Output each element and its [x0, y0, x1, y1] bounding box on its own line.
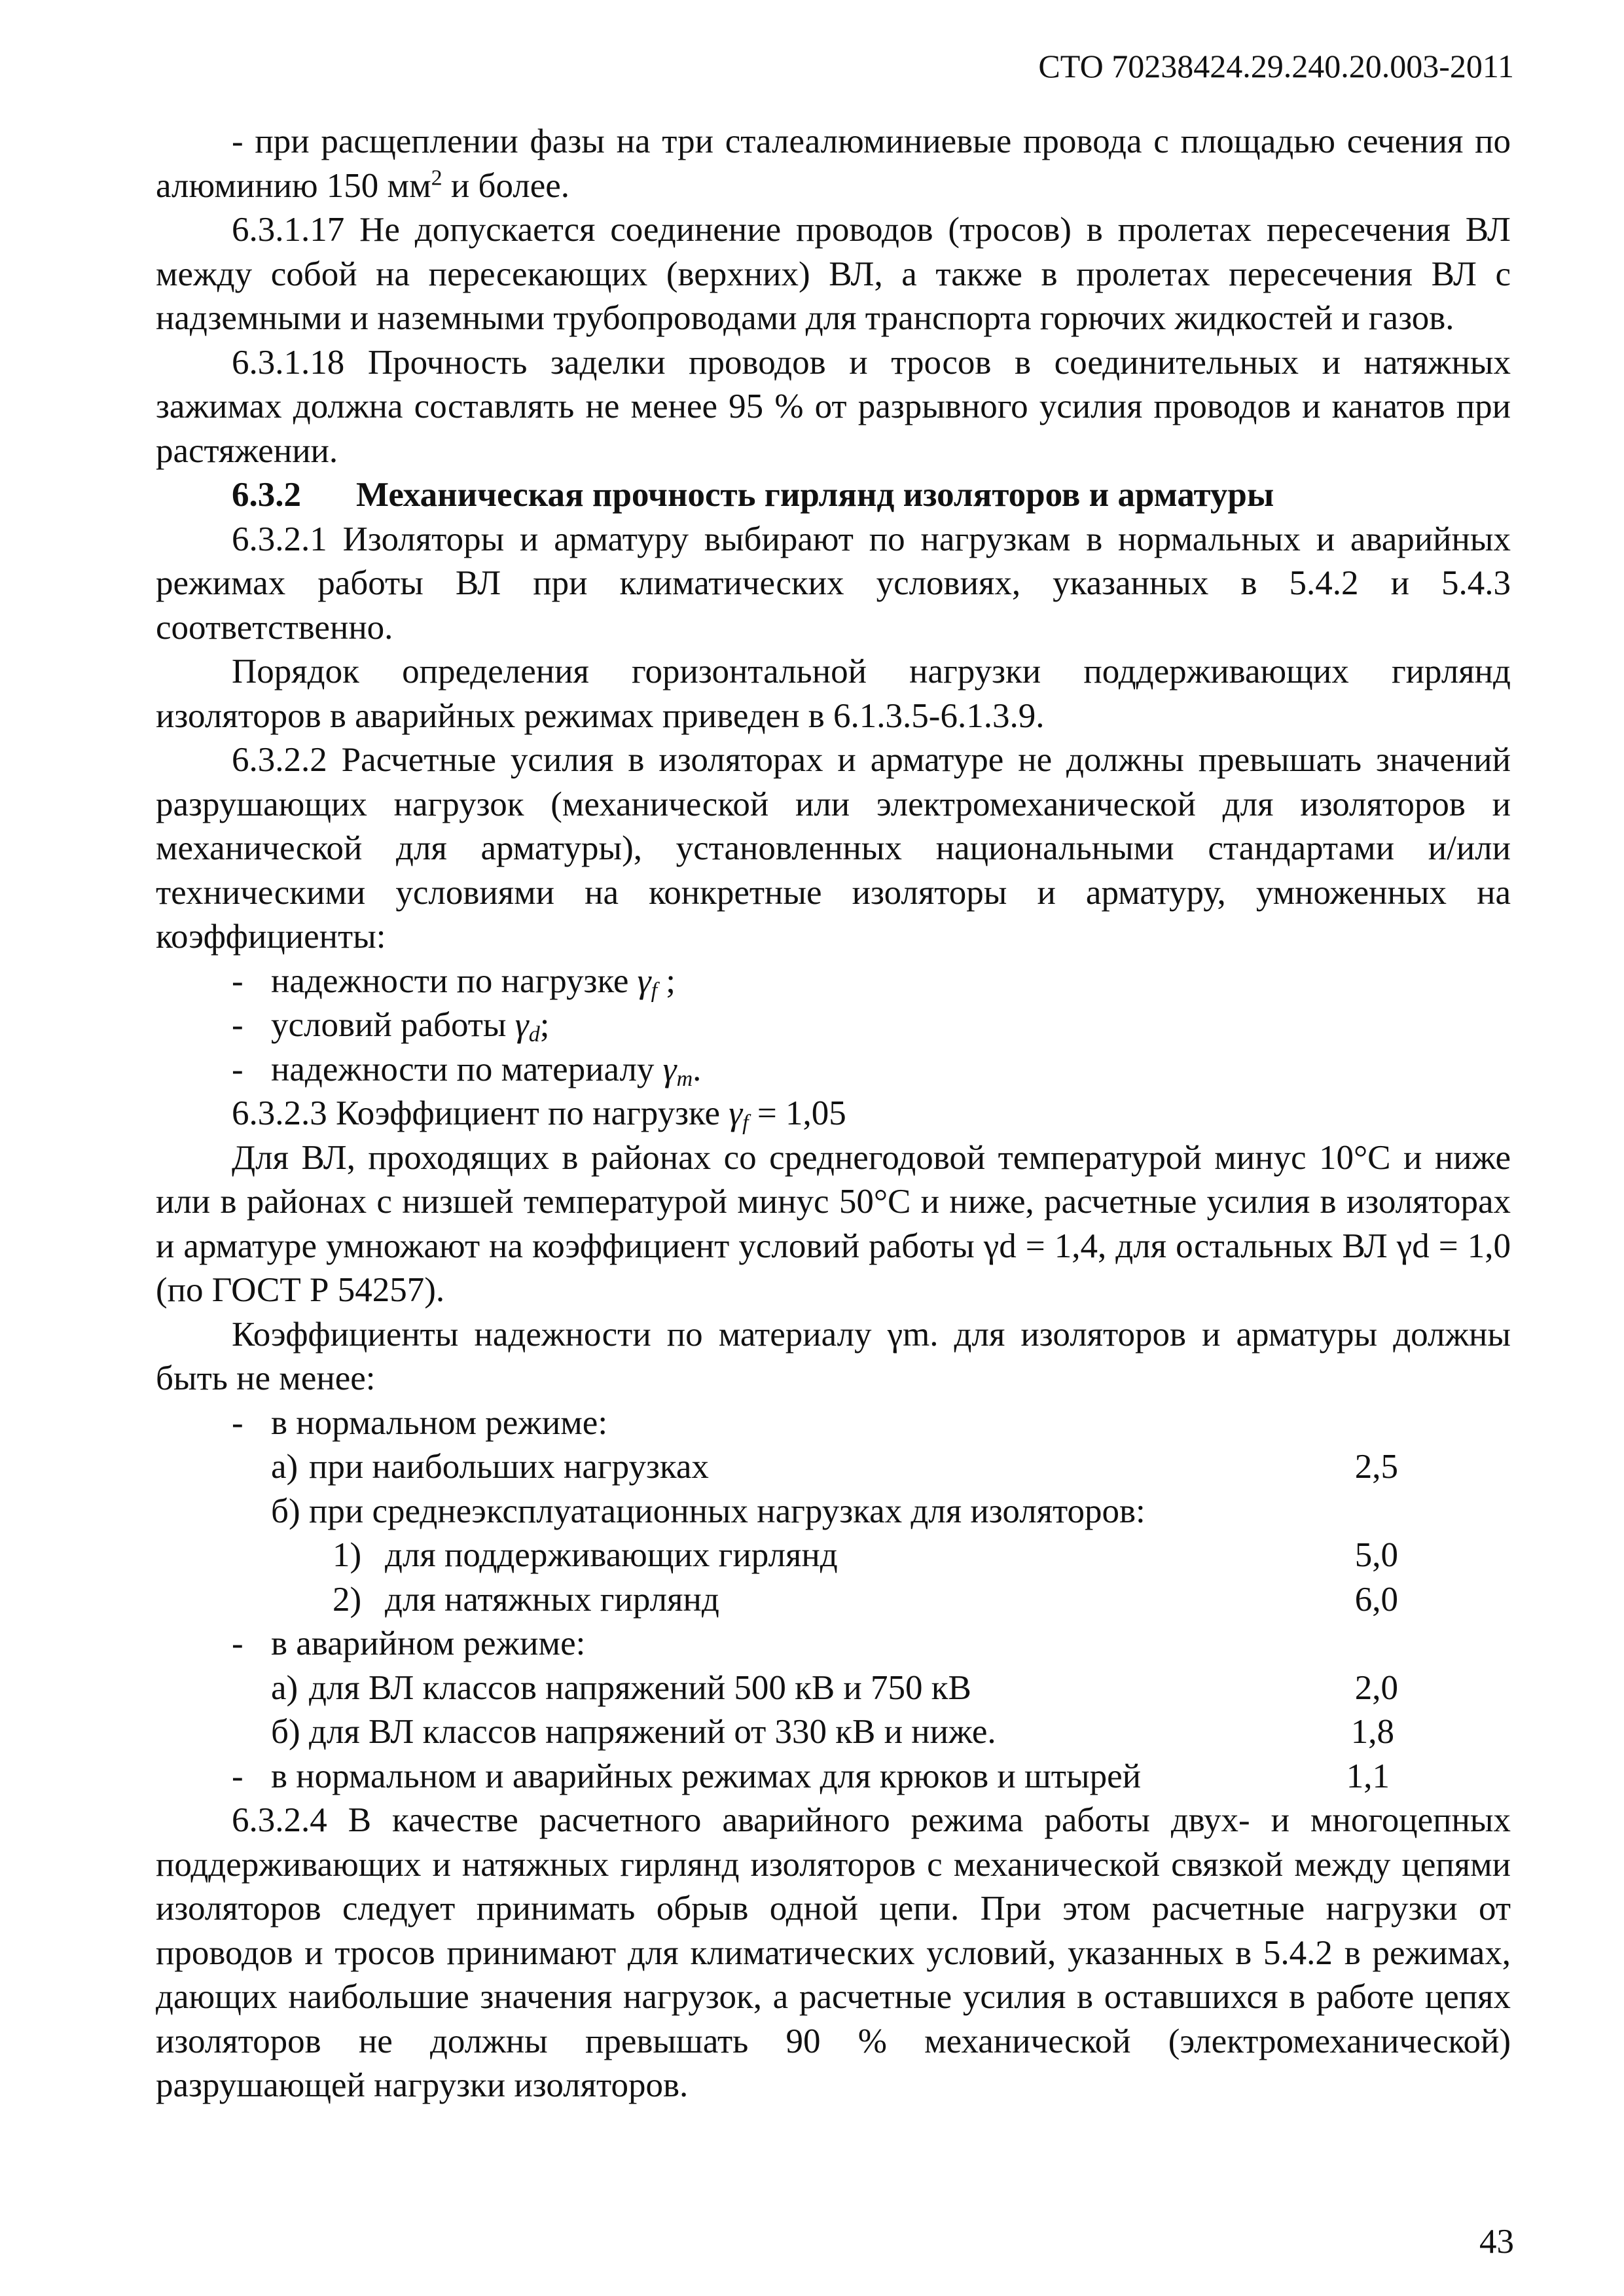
list-item-work-conditions: - условий работы $\gamma_d$;	[232, 1006, 550, 1047]
paragraph-material-coefficients: Коэффициенты надежности по материалу γm. для изоляторов и арматуры должны быть не менее:	[156, 1315, 1511, 1397]
coef-row-max-loads: а) при наибольших нагрузках 2,5	[271, 1448, 1398, 1486]
paragraph-6-3-2-2: 6.3.2.2 Расчетные усилия в изоляторах и арматуре не должны превышать значений разрушающих нагрузок (механической или электромеханической для изоляторов и механической для арматуры), установленных национальными стандартами и/или техническими условиями на конкретные изоляторы и арматуру, умноженных на коэффициенты:	[156, 741, 1511, 956]
page-number: 43	[1479, 2223, 1514, 2261]
paragraph-6-3-2-4: 6.3.2.4 В качестве расчетного аварийного режима работы двух- и многоцепных поддерживающих и натяжных гирлянд изоляторов с механической связкой между цепями изоляторов следует принимать обрыв одной цепи. При этом расчетные нагрузки от проводов и тросов принимают для климатических условий, указанных в 5.4.2 в режимах, дающих наибольшие значения нагрузок, а расчетные усилия в оставшихся в работе цепях изоляторов не должны превышать 90 % механической (электромеханической) разрушающей нагрузки изоляторов.	[156, 1801, 1511, 2104]
paragraph-6-3-1-18: 6.3.1.18 Прочность заделки проводов и тросов в соединительных и натяжных зажимах должна составлять не менее 95 % от разрывного усилия проводов и канатов при растяжении.	[156, 343, 1511, 470]
paragraph-6-3-2-1: 6.3.2.1 Изоляторы и арматуру выбирают по нагрузкам в нормальных и аварийных режимах работы ВЛ при климатических условиях, указанных в 5.4.2 и 5.4.3 соответственно.	[156, 520, 1511, 647]
list-item-material-reliability: - надежности по материалу $\gamma_m$.	[232, 1050, 702, 1091]
coef-row-330kv-below: б) для ВЛ классов напряжений от 330 кВ и ниже. 1,8	[271, 1713, 1394, 1751]
coef-row-suspension-strings: 1) для поддерживающих гирлянд 5,0	[333, 1536, 1398, 1574]
document-code-header: СТО 70238424.29.240.20.003-2011	[1038, 48, 1514, 84]
list-item-hooks-pins: - в нормальном и аварийных режимах для крюков и штырей 1,1	[232, 1757, 1390, 1795]
document-body	[156, 120, 1511, 2108]
list-item-load-reliability: - надежности по нагрузке $\gamma_f$ ;	[232, 961, 676, 1003]
paragraph-6-3-1-17: 6.3.1.17 Не допускается соединение проводов (тросов) в пролетах пересечения ВЛ между собой на пересекающих (верхних) ВЛ, а также в пролетах пересечения ВЛ с надземными и наземными трубопроводами для транспорта горючих жидкостей и газов.	[156, 211, 1511, 337]
list-item-normal-mode: - в нормальном режиме:	[232, 1403, 608, 1442]
paragraph-6-3-2-3: 6.3.2.3 Коэффициент по нагрузке $\gamma_f = 1,05$	[232, 1094, 846, 1135]
section-heading-6-3-2: 6.3.2 Механическая прочность гирлянд изоляторов и арматуры	[232, 476, 1274, 514]
coef-row-500-750kv: а) для ВЛ классов напряжений 500 кВ и 750 кВ 2,0	[271, 1668, 1398, 1707]
paragraph-phase-split: - при расщеплении фазы на три сталеалюминиевые провода с площадью сечения по алюминию 150 $мм^2$ и более.	[156, 122, 1511, 205]
list-item-emergency-mode: - в аварийном режиме:	[232, 1624, 586, 1662]
coef-row-tension-strings: 2) для натяжных гирлянд 6,0	[333, 1580, 1398, 1619]
paragraph-temperature-regions: Для ВЛ, проходящих в районах со среднегодовой температурой минус 10°С и ниже или в районах с низшей температурой минус 50°С и ниже, расчетные усилия в изоляторах и арматуре умножают на коэффициент условий работы γd = 1,4, для остальных ВЛ γd = 1,0 (по ГОСТ Р 54257).	[156, 1138, 1511, 1309]
paragraph-horizontal-load: Порядок определения горизонтальной нагрузки поддерживающих гирлянд изоляторов в аварийных режимах приведен в 6.1.3.5-6.1.3.9.	[156, 653, 1511, 735]
coef-row-avg-operational: б) при среднеэксплуатационных нагрузках для изоляторов:	[271, 1492, 1146, 1530]
